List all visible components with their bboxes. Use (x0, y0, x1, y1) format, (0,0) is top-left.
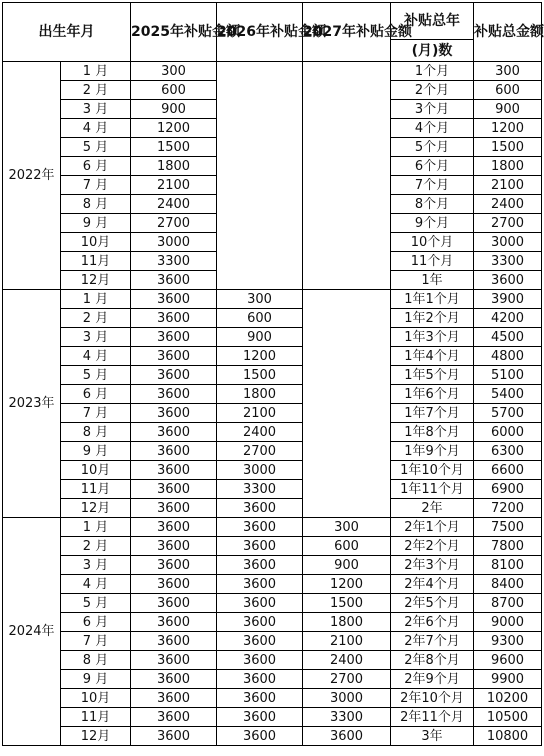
birth-month-cell: 3 月 (61, 556, 131, 575)
total-amount-cell: 6600 (474, 461, 542, 480)
table-row (3, 518, 542, 537)
total-amount-cell: 7500 (474, 518, 542, 537)
total-amount-cell: 4500 (474, 328, 542, 347)
amount-2026-cell: 2700 (217, 442, 303, 461)
birth-month-cell: 2 月 (61, 309, 131, 328)
total-amount-cell: 5100 (474, 366, 542, 385)
birth-month-cell: 12月 (61, 727, 131, 746)
amount-2026-cell: 3300 (217, 480, 303, 499)
amount-2026-cell: 600 (217, 309, 303, 328)
total-amount-cell: 2100 (474, 176, 542, 195)
amount-2026-cell (217, 62, 303, 290)
total-duration-cell: 1年8个月 (391, 423, 474, 442)
amount-2025-cell: 3600 (131, 613, 217, 632)
birth-month-cell: 3 月 (61, 328, 131, 347)
total-duration-cell: 2年8个月 (391, 651, 474, 670)
total-amount-cell: 900 (474, 100, 542, 119)
amount-2026-cell: 3600 (217, 594, 303, 613)
total-duration-cell: 1年10个月 (391, 461, 474, 480)
amount-2025-cell: 3600 (131, 651, 217, 670)
amount-2027-cell: 1500 (303, 594, 391, 613)
total-duration-cell: 2年4个月 (391, 575, 474, 594)
amount-2026-cell: 900 (217, 328, 303, 347)
total-amount-cell: 9000 (474, 613, 542, 632)
table-row (3, 632, 542, 651)
birth-month-cell: 5 月 (61, 366, 131, 385)
total-duration-cell: 11个月 (391, 252, 474, 271)
total-duration-cell: 4个月 (391, 119, 474, 138)
amount-2025-cell: 3600 (131, 518, 217, 537)
total-duration-cell: 3个月 (391, 100, 474, 119)
total-duration-cell: 2年6个月 (391, 613, 474, 632)
birth-month-cell: 1 月 (61, 62, 131, 81)
amount-2027-cell: 1800 (303, 613, 391, 632)
birth-month-cell: 1 月 (61, 518, 131, 537)
total-amount-cell: 3600 (474, 271, 542, 290)
amount-2025-cell: 3600 (131, 632, 217, 651)
amount-2026-cell: 3000 (217, 461, 303, 480)
amount-2025-cell: 3600 (131, 385, 217, 404)
total-duration-cell: 1年3个月 (391, 328, 474, 347)
birth-month-cell: 8 月 (61, 195, 131, 214)
total-duration-cell: 2年11个月 (391, 708, 474, 727)
table-row (3, 670, 542, 689)
total-duration-cell: 2年10个月 (391, 689, 474, 708)
amount-2025-cell: 3600 (131, 290, 217, 309)
amount-2026-cell: 3600 (217, 613, 303, 632)
amount-2027-cell: 2700 (303, 670, 391, 689)
amount-2027-cell: 3000 (303, 689, 391, 708)
birth-month-cell: 2 月 (61, 81, 131, 100)
amount-2025-cell: 3600 (131, 537, 217, 556)
birth-year-cell: 2023年 (3, 290, 61, 518)
total-duration-cell: 2年5个月 (391, 594, 474, 613)
amount-2027-cell: 300 (303, 518, 391, 537)
table-row (3, 651, 542, 670)
birth-month-cell: 6 月 (61, 157, 131, 176)
amount-2025-cell: 3600 (131, 594, 217, 613)
birth-month-cell: 9 月 (61, 442, 131, 461)
amount-2025-cell: 3300 (131, 252, 217, 271)
amount-2025-cell: 3600 (131, 499, 217, 518)
amount-2026-cell: 2400 (217, 423, 303, 442)
table-row (3, 727, 542, 746)
table-row (3, 461, 542, 480)
total-amount-cell: 1500 (474, 138, 542, 157)
birth-month-cell: 7 月 (61, 404, 131, 423)
table-row (3, 537, 542, 556)
total-amount-cell: 300 (474, 62, 542, 81)
total-duration-cell: 1年7个月 (391, 404, 474, 423)
total-duration-cell: 1年2个月 (391, 309, 474, 328)
total-amount-cell: 6000 (474, 423, 542, 442)
birth-month-cell: 11月 (61, 480, 131, 499)
total-amount-cell: 10800 (474, 727, 542, 746)
amount-2025-cell: 3600 (131, 328, 217, 347)
table-row (3, 556, 542, 575)
amount-2027-cell: 1200 (303, 575, 391, 594)
amount-2025-cell: 1800 (131, 157, 217, 176)
table-row (3, 62, 542, 81)
total-amount-cell: 8400 (474, 575, 542, 594)
total-duration-cell: 2年2个月 (391, 537, 474, 556)
amount-2026-cell: 3600 (217, 556, 303, 575)
amount-2025-cell: 900 (131, 100, 217, 119)
table-row (3, 594, 542, 613)
birth-month-cell: 9 月 (61, 670, 131, 689)
subsidy-table (2, 2, 542, 746)
document-page (2, 2, 542, 746)
birth-month-cell: 10月 (61, 689, 131, 708)
total-amount-cell: 3000 (474, 233, 542, 252)
amount-2025-cell: 3600 (131, 575, 217, 594)
header-2026-amount: 2026年补贴金额 (217, 3, 303, 62)
amount-2025-cell: 3600 (131, 461, 217, 480)
birth-month-cell: 5 月 (61, 138, 131, 157)
amount-2025-cell: 3600 (131, 689, 217, 708)
total-duration-cell: 1年5个月 (391, 366, 474, 385)
birth-month-cell: 9 月 (61, 214, 131, 233)
table-row (3, 442, 542, 461)
table-row (3, 404, 542, 423)
birth-year-cell: 2024年 (3, 518, 61, 746)
birth-month-cell: 12月 (61, 271, 131, 290)
amount-2025-cell: 3600 (131, 727, 217, 746)
amount-2025-cell: 300 (131, 62, 217, 81)
total-duration-cell: 2年 (391, 499, 474, 518)
amount-2025-cell: 600 (131, 81, 217, 100)
amount-2025-cell: 3600 (131, 556, 217, 575)
total-amount-cell: 7800 (474, 537, 542, 556)
total-duration-cell: 1年1个月 (391, 290, 474, 309)
table-row (3, 689, 542, 708)
total-amount-cell: 8100 (474, 556, 542, 575)
birth-month-cell: 4 月 (61, 347, 131, 366)
amount-2026-cell: 3600 (217, 518, 303, 537)
table-row (3, 575, 542, 594)
table-row (3, 290, 542, 309)
amount-2026-cell: 1800 (217, 385, 303, 404)
total-duration-cell: 1年9个月 (391, 442, 474, 461)
header-total-duration-top: 补贴总年 (391, 3, 474, 40)
total-duration-cell: 8个月 (391, 195, 474, 214)
amount-2026-cell: 1200 (217, 347, 303, 366)
amount-2026-cell: 3600 (217, 651, 303, 670)
header-birth-month: 出生年月 (3, 3, 131, 62)
total-amount-cell: 10200 (474, 689, 542, 708)
amount-2026-cell: 300 (217, 290, 303, 309)
amount-2025-cell: 3000 (131, 233, 217, 252)
birth-month-cell: 6 月 (61, 613, 131, 632)
total-duration-cell: 9个月 (391, 214, 474, 233)
total-amount-cell: 1800 (474, 157, 542, 176)
total-duration-cell: 3年 (391, 727, 474, 746)
table-body (3, 62, 542, 746)
birth-month-cell: 11月 (61, 708, 131, 727)
total-duration-cell: 1年 (391, 271, 474, 290)
amount-2026-cell: 3600 (217, 689, 303, 708)
amount-2026-cell: 2100 (217, 404, 303, 423)
birth-month-cell: 4 月 (61, 119, 131, 138)
total-duration-cell: 2年1个月 (391, 518, 474, 537)
total-amount-cell: 3900 (474, 290, 542, 309)
amount-2027-cell: 900 (303, 556, 391, 575)
total-duration-cell: 1个月 (391, 62, 474, 81)
amount-2025-cell: 3600 (131, 271, 217, 290)
table-row (3, 499, 542, 518)
amount-2025-cell: 3600 (131, 404, 217, 423)
table-row (3, 613, 542, 632)
table-row (3, 708, 542, 727)
total-amount-cell: 5400 (474, 385, 542, 404)
amount-2026-cell: 3600 (217, 632, 303, 651)
amount-2025-cell: 2400 (131, 195, 217, 214)
amount-2025-cell: 2700 (131, 214, 217, 233)
birth-month-cell: 3 月 (61, 100, 131, 119)
amount-2025-cell: 3600 (131, 309, 217, 328)
amount-2025-cell: 1200 (131, 119, 217, 138)
total-amount-cell: 8700 (474, 594, 542, 613)
amount-2025-cell: 3600 (131, 423, 217, 442)
total-duration-cell: 2年9个月 (391, 670, 474, 689)
birth-month-cell: 2 月 (61, 537, 131, 556)
total-amount-cell: 9600 (474, 651, 542, 670)
amount-2026-cell: 3600 (217, 575, 303, 594)
total-duration-cell: 1年6个月 (391, 385, 474, 404)
total-amount-cell: 6300 (474, 442, 542, 461)
table-row (3, 347, 542, 366)
total-duration-cell: 1年11个月 (391, 480, 474, 499)
amount-2027-cell (303, 62, 391, 290)
total-amount-cell: 2700 (474, 214, 542, 233)
amount-2025-cell: 3600 (131, 366, 217, 385)
birth-month-cell: 8 月 (61, 651, 131, 670)
birth-month-cell: 4 月 (61, 575, 131, 594)
header-2027-amount: 2027年补贴金额 (303, 3, 391, 62)
total-amount-cell: 1200 (474, 119, 542, 138)
total-amount-cell: 600 (474, 81, 542, 100)
birth-month-cell: 12月 (61, 499, 131, 518)
amount-2026-cell: 3600 (217, 537, 303, 556)
total-duration-cell: 10个月 (391, 233, 474, 252)
total-amount-cell: 7200 (474, 499, 542, 518)
total-duration-cell: 2年3个月 (391, 556, 474, 575)
amount-2025-cell: 2100 (131, 176, 217, 195)
total-amount-cell: 4800 (474, 347, 542, 366)
total-duration-cell: 2年7个月 (391, 632, 474, 651)
table-row (3, 480, 542, 499)
birth-month-cell: 7 月 (61, 632, 131, 651)
total-amount-cell: 9300 (474, 632, 542, 651)
amount-2026-cell: 3600 (217, 499, 303, 518)
amount-2027-cell: 3600 (303, 727, 391, 746)
total-duration-cell: 6个月 (391, 157, 474, 176)
total-duration-cell: 7个月 (391, 176, 474, 195)
total-amount-cell: 4200 (474, 309, 542, 328)
header-total-amount: 补贴总金额 (474, 3, 542, 62)
total-amount-cell: 10500 (474, 708, 542, 727)
amount-2025-cell: 3600 (131, 670, 217, 689)
table-row (3, 309, 542, 328)
header-total-duration-bottom: (月)数 (391, 40, 474, 62)
table-header (3, 3, 542, 62)
birth-month-cell: 10月 (61, 233, 131, 252)
birth-year-cell: 2022年 (3, 62, 61, 290)
amount-2026-cell: 3600 (217, 670, 303, 689)
amount-2026-cell: 3600 (217, 727, 303, 746)
birth-month-cell: 7 月 (61, 176, 131, 195)
total-duration-cell: 2个月 (391, 81, 474, 100)
table-row (3, 366, 542, 385)
total-amount-cell: 6900 (474, 480, 542, 499)
birth-month-cell: 1 月 (61, 290, 131, 309)
amount-2027-cell (303, 290, 391, 518)
birth-month-cell: 11月 (61, 252, 131, 271)
header-2025-amount: 2025年补贴金额 (131, 3, 217, 62)
total-amount-cell: 3300 (474, 252, 542, 271)
amount-2027-cell: 3300 (303, 708, 391, 727)
table-row (3, 423, 542, 442)
amount-2027-cell: 2100 (303, 632, 391, 651)
total-duration-cell: 5个月 (391, 138, 474, 157)
table-row (3, 385, 542, 404)
amount-2025-cell: 3600 (131, 708, 217, 727)
total-amount-cell: 5700 (474, 404, 542, 423)
amount-2025-cell: 3600 (131, 442, 217, 461)
total-amount-cell: 9900 (474, 670, 542, 689)
amount-2025-cell: 3600 (131, 347, 217, 366)
birth-month-cell: 10月 (61, 461, 131, 480)
amount-2027-cell: 600 (303, 537, 391, 556)
amount-2025-cell: 3600 (131, 480, 217, 499)
amount-2025-cell: 1500 (131, 138, 217, 157)
amount-2027-cell: 2400 (303, 651, 391, 670)
amount-2026-cell: 1500 (217, 366, 303, 385)
birth-month-cell: 6 月 (61, 385, 131, 404)
table-row (3, 328, 542, 347)
birth-month-cell: 8 月 (61, 423, 131, 442)
birth-month-cell: 5 月 (61, 594, 131, 613)
amount-2026-cell: 3600 (217, 708, 303, 727)
total-duration-cell: 1年4个月 (391, 347, 474, 366)
total-amount-cell: 2400 (474, 195, 542, 214)
